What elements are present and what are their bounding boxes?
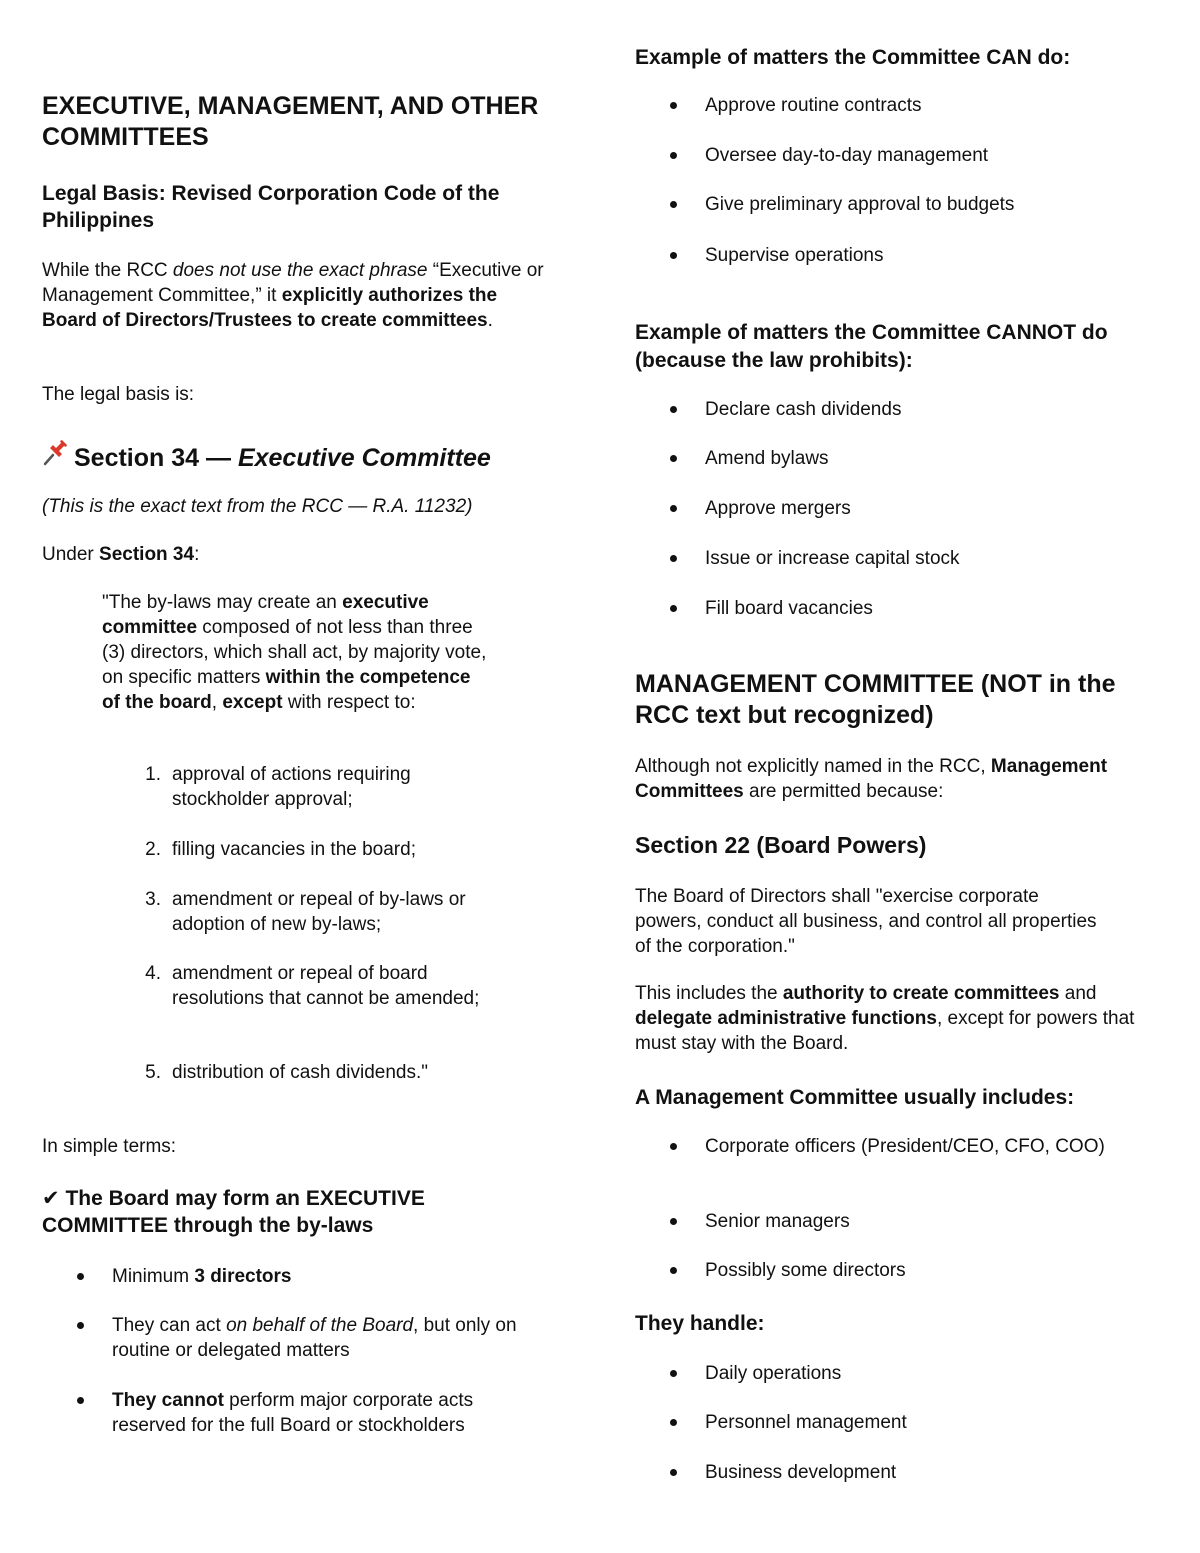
list-item: Fill board vacancies xyxy=(705,596,1145,621)
check-icon: ✔ xyxy=(42,1187,60,1210)
can-heading: Example of matters the Committee CAN do: xyxy=(635,46,1071,69)
bullet-icon xyxy=(670,1370,677,1377)
section22-text: The Board of Directors shall "exercise corporate powers, conduct all business, and control all properties of the corporation." xyxy=(635,886,1097,957)
bullet-icon xyxy=(670,1419,677,1426)
list-item: They cannot perform major corporate acts reserved for the full Board or stockholders xyxy=(112,1388,532,1438)
list-item: Business development xyxy=(705,1460,1145,1485)
list-item: Minimum 3 directors xyxy=(112,1264,552,1289)
list-item: 5. distribution of cash dividends." xyxy=(145,1062,428,1083)
list-item: Approve routine contracts xyxy=(705,93,1145,118)
usually-includes-heading: A Management Committee usually includes: xyxy=(635,1086,1075,1109)
under-section: Under Section 34: xyxy=(42,544,200,565)
list-item: Oversee day-to-day management xyxy=(705,143,1145,168)
simple-terms: In simple terms: xyxy=(42,1136,177,1157)
list-item: Corporate officers (President/CEO, CFO, COO) xyxy=(705,1134,1125,1159)
management-intro: Although not explicitly named in the RCC, Management Committees are permitted because: xyxy=(635,756,1108,802)
board-heading: ✔ The Board may form an EXECUTIVE COMMITTEE through the by-laws xyxy=(42,1187,425,1237)
bullet-icon xyxy=(670,406,677,413)
includes-paragraph: This includes the authority to create committees and delegate administrative functions, except for powers that must stay with the Board. xyxy=(635,983,1135,1054)
pushpin-icon xyxy=(42,440,74,474)
bullet-icon xyxy=(670,605,677,612)
bullet-icon xyxy=(670,1143,677,1150)
list-item: Amend bylaws xyxy=(705,446,1145,471)
section22-heading: Section 22 (Board Powers) xyxy=(635,832,927,858)
exact-text-note: (This is the exact text from the RCC — R.A. 11232) xyxy=(42,496,473,517)
bullet-icon xyxy=(670,555,677,562)
section34-heading: Section 34 — Executive Committee xyxy=(42,440,582,474)
bullet-icon xyxy=(670,201,677,208)
legal-basis-heading: Legal Basis: Revised Corporation Code of the Philippines xyxy=(42,182,500,232)
list-item: 1. approval of actions requiring stockholder approval; xyxy=(145,764,411,810)
list-item: Give preliminary approval to budgets xyxy=(705,192,1145,217)
document-title: EXECUTIVE, MANAGEMENT, AND OTHER COMMITTEES xyxy=(42,92,539,151)
bullet-icon xyxy=(77,1273,84,1280)
bullet-icon xyxy=(670,1267,677,1274)
list-item: 2. filling vacancies in the board; xyxy=(145,839,416,860)
list-item: They can act on behalf of the Board, but only on routine or delegated matters xyxy=(112,1313,552,1363)
bullet-icon xyxy=(670,252,677,259)
management-committee-heading: MANAGEMENT COMMITTEE (NOT in the RCC text but recognized) xyxy=(635,670,1116,729)
bullet-icon xyxy=(77,1397,84,1404)
intro-paragraph: While the RCC does not use the exact phrase “Executive or Management Committee,” it explicitly authorizes the Board of Directors/Trustees to create committees. xyxy=(42,260,544,331)
bullet-icon xyxy=(670,1469,677,1476)
they-handle-heading: They handle: xyxy=(635,1312,765,1335)
bullet-icon xyxy=(670,102,677,109)
list-item: Possibly some directors xyxy=(705,1258,1145,1283)
list-item: Senior managers xyxy=(705,1209,1145,1234)
list-item: Supervise operations xyxy=(705,243,1145,268)
list-item: 3. amendment or repeal of by-laws or adoption of new by-laws; xyxy=(145,889,466,935)
section34-quote: "The by-laws may create an executive committee composed of not less than three (3) directors, which shall act, by majority vote, on specific matters within the competence of the board, except with respect to: xyxy=(102,592,487,713)
bullet-icon xyxy=(670,1218,677,1225)
bullet-icon xyxy=(670,505,677,512)
bullet-icon xyxy=(77,1322,84,1329)
list-item: Declare cash dividends xyxy=(705,397,1145,422)
list-item: Personnel management xyxy=(705,1410,1145,1435)
list-item: Issue or increase capital stock xyxy=(705,546,1145,571)
list-item: Approve mergers xyxy=(705,496,1145,521)
cannot-heading: Example of matters the Committee CANNOT do (because the law prohibits): xyxy=(635,321,1108,372)
list-item: 4. amendment or repeal of board resolutions that cannot be amended; xyxy=(145,963,480,1009)
list-item: Daily operations xyxy=(705,1361,1145,1386)
bullet-icon xyxy=(670,152,677,159)
bullet-icon xyxy=(670,455,677,462)
legal-basis-is: The legal basis is: xyxy=(42,384,195,405)
